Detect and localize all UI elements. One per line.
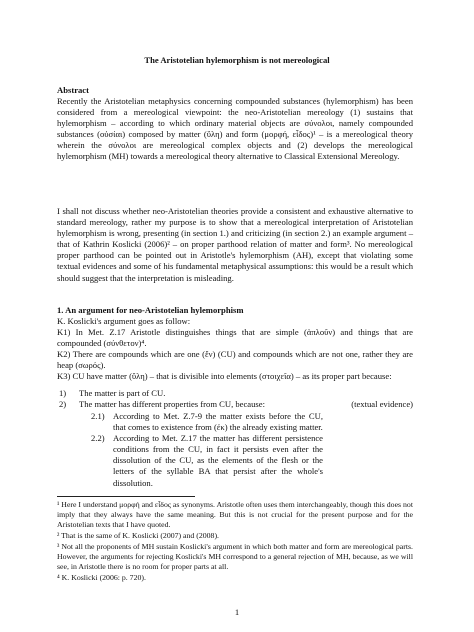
abstract-heading: Abstract <box>57 85 89 95</box>
footnote-1: ¹ Here I understand μορφή and εἶδος as synonyms. Aristotle often uses them interchangeably, though this does not imply that they always have the same meaning. But this is not crucial for the present purpose and for the Aristotelian texts that I have quoted. <box>57 500 413 529</box>
footnote-4: ⁴ K. Koslicki (2006: p. 720). <box>57 573 146 582</box>
footnote-2: ² That is the same of K. Koslicki (2007) and (2008). <box>57 531 219 540</box>
paper-title: The Aristotelian hylemorphism is not mereological <box>144 55 330 65</box>
page-number: 1 <box>234 607 240 617</box>
list-item-text: The matter has different properties from CU, because: <box>79 399 265 410</box>
sub-list-item <box>91 411 323 433</box>
list-item-text: The matter is part of CU. <box>79 388 166 398</box>
sub-list <box>91 411 323 489</box>
numbered-list <box>57 388 413 410</box>
sub-list-item-number: 2.2) <box>91 433 105 444</box>
sub-list-item-text: According to Met. Z.17 the matter has different persistence conditions from the CU, in fact it persists even after the dissolution of the CU, as the elements of the flesh or the letters of the syllable BA that persist after the whole's dissolution. <box>113 433 323 488</box>
sub-list-item <box>91 433 323 488</box>
sub-list-item-number: 2.1) <box>91 411 105 421</box>
list-item <box>57 399 413 410</box>
list-item-number: 2) <box>59 399 67 410</box>
section-1-intro: K. Koslicki's argument goes as follow: <box>57 316 191 326</box>
premise-k2: K2) There are compounds which are one (ἕν) (CU) and compounds which are not one, rather they are heap (σωρός). <box>57 349 413 371</box>
premise-k1: K1) In Met. Z.17 Aristotle distinguishes things that are simple (ἁπλοῦν) and things that are compounded (σύνθετον)⁴. <box>57 327 413 349</box>
list-item <box>57 388 413 399</box>
section-1-heading: 1. An argument for neo-Aristotelian hylemorphism <box>57 305 244 315</box>
footnote-divider <box>57 496 195 497</box>
abstract-paragraph-2: I shall not discuss whether neo-Aristotelian theories provide a consistent and exhaustive alternative to standard mereology, rather my purpose is to show that a mereological interpretation of Aristotelian hylemorphism is wrong, presenting (in section 1.) and criticizing (in section 2.) an example argument – that of Kathrin Koslicki (2006)² – on proper parthood relation of matter and form³. No mereological proper parthood can be pointed out in Aristotle's hylemorphism (AH), except that violating some textual evidences and some of his fundamental metaphysical assumptions: this would be a result which should suggest that the interpretation is misleading. <box>57 206 413 283</box>
premise-k3: K3) CU have matter (ὕλη) – that is divisible into elements (στοιχεῖα) – as its proper part because: <box>57 371 392 381</box>
list-item-number: 1) <box>59 388 67 398</box>
footnote-3: ³ Not all the proponents of MH sustain Koslicki's argument in which both matter and form are mereological parts. However, the arguments for rejecting Koslicki's MH correspond to a general rejection of MH, because, as we will see, in Aristotle there is no room for proper parts at all. <box>57 542 413 571</box>
sub-list-item-text: According to Met. Z.7-9 the matter exists before the CU, that comes to existence from (ἐκ) the already existing matter. <box>113 411 323 433</box>
textual-evidence-note: (textual evidence) <box>351 399 413 410</box>
abstract-paragraph-1: Recently the Aristotelian metaphysics concerning compounded substances (hylemorphism) has been considered from a mereological viewpoint: the neo-Aristotelian mereology (1) sustains that hylemorphism – according to which ordinary material objects are σύνολοι, namely compounded substances (οὐσίαι) composed by matter (ὕλη) and form (μορφή, εἶδος)¹ – is a mereological theory wherein the σύνολοι are mereological complex objects and (2) develops the mereological hylemorphism (MH) towards a mereological theory alternative to Classical Extensional Mereology. <box>57 96 413 162</box>
